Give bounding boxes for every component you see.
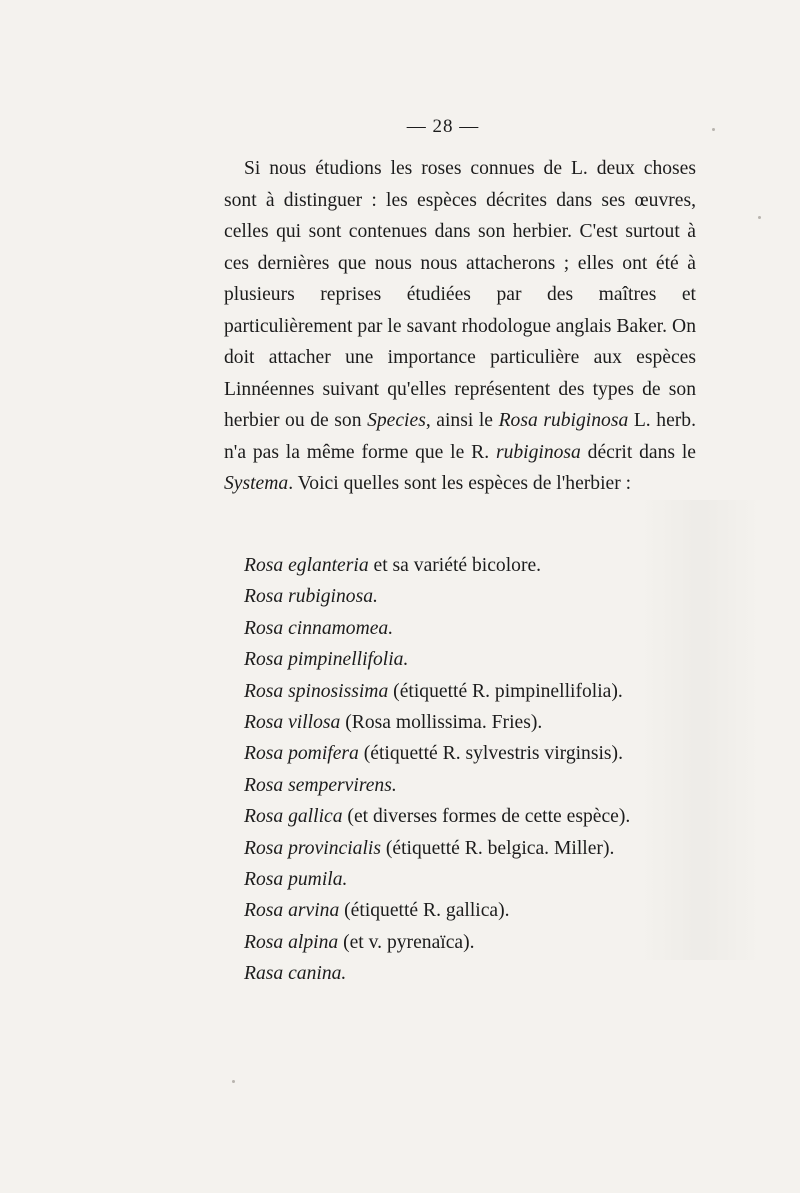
intro-text-2: , ainsi le [425, 410, 499, 431]
page-number: — 28 — [406, 116, 480, 137]
species-note: (et diverses formes de cette espèce). [342, 806, 631, 828]
paper-speck [232, 1080, 235, 1083]
species-name: Rosa arvina [244, 900, 340, 922]
list-item [224, 676, 696, 707]
species-note: (étiquetté R. pimpinellifolia). [388, 680, 623, 702]
list-item [224, 770, 696, 801]
species-word: Species [367, 410, 426, 431]
list-item [224, 550, 696, 581]
species-note: (Rosa mollissima. Fries). [340, 712, 543, 734]
intro-text-1: Si nous étudions les roses connues de L. deux choses sont à distinguer : les espèces décrites dans ses œuvres, celles qui sont contenues dans son herbier. C'est surtout à ces dernières que nous nous attacherons ; elles ont été à plusieurs reprises étudiées par des maîtres et particulièrement par le savant rhodologue anglais Baker. On doit attacher une importance particulière aux espèces Linnéennes suivant qu'elles représentent des types de son herbier ou de son [224, 158, 696, 431]
species-name: Rosa eglanteria [244, 555, 369, 576]
intro-text-4: décrit dans le [580, 441, 696, 463]
species-note: (et v. pyrenaïca). [338, 931, 475, 953]
list-item [224, 738, 696, 769]
list-item [224, 613, 696, 644]
paper-speck [758, 216, 761, 219]
species-name: Rosa provincialis [244, 837, 381, 859]
species-name: Rosa spinosissima [244, 680, 389, 702]
species-name: Rosa pimpinellifolia. [244, 649, 409, 671]
list-item [224, 895, 696, 926]
species-name: Rosa pumila. [244, 869, 348, 891]
list-item [224, 707, 696, 738]
species-name: Rasa canina. [244, 963, 347, 985]
rubiginosa-ref: rubiginosa [495, 441, 581, 463]
list-item [224, 927, 696, 958]
species-note: (étiquetté R. gallica). [339, 900, 510, 922]
systema-word: Systema [224, 473, 289, 494]
species-name: Rosa sempervirens. [244, 774, 397, 796]
species-name: Rosa cinnamomea. [244, 617, 394, 639]
list-item [224, 864, 696, 895]
rosa-rubiginosa-ref: Rosa rubiginosa [498, 410, 629, 431]
list-item [224, 958, 696, 989]
species-name: Rosa alpina [244, 931, 339, 953]
list-item [224, 801, 696, 832]
species-name: Rosa pomifera [244, 743, 359, 765]
species-name: Rosa gallica [244, 806, 343, 828]
intro-text-5: . Voici quelles sont les espèces de l'herbier : [288, 473, 632, 494]
intro-paragraph [224, 153, 696, 500]
species-name: Rosa villosa [244, 712, 341, 734]
species-name: Rosa rubiginosa. [244, 586, 378, 608]
list-item [224, 581, 696, 612]
species-note: (étiquetté R. sylvestris virginsis). [358, 743, 623, 765]
list-item [224, 644, 696, 675]
species-note: et sa variété bicolore. [368, 555, 542, 576]
intro-text-3: L. herb. n'a pas la même forme que le R. [224, 410, 696, 463]
species-list [224, 550, 696, 990]
paper-speck [712, 128, 715, 131]
species-note: (étiquetté R. belgica. Miller). [380, 837, 615, 859]
list-item [224, 833, 696, 864]
